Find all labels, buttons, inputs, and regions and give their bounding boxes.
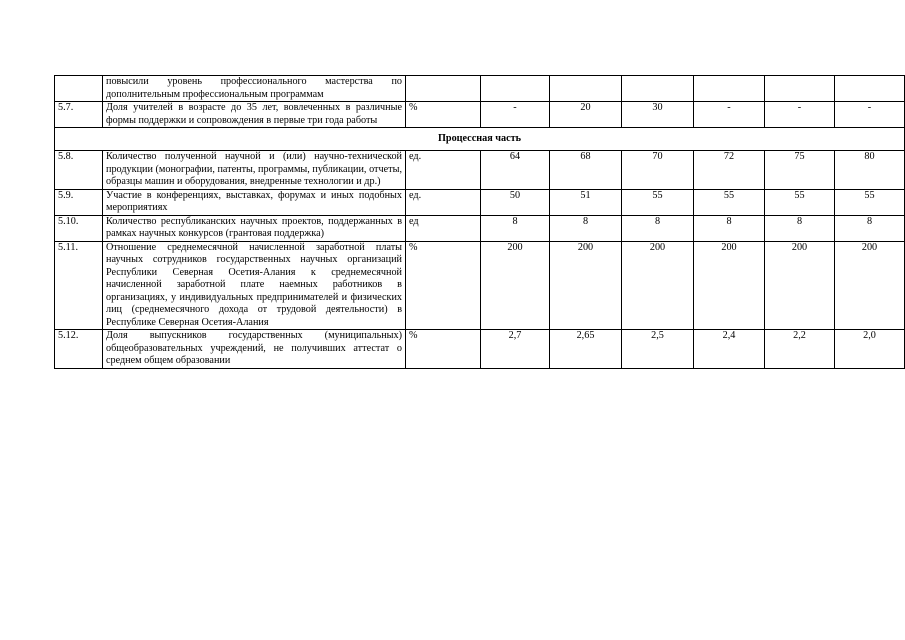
unit-cell: ед.	[406, 189, 481, 215]
unit-cell: ед.	[406, 151, 481, 190]
value-cell: 55	[835, 189, 905, 215]
unit-cell: %	[406, 102, 481, 128]
value-cell: 8	[622, 215, 694, 241]
value-cell: 30	[622, 102, 694, 128]
value-cell: 55	[765, 189, 835, 215]
indicator-description: Участие в конференциях, выставках, форумах и иных подобных мероприятиях	[103, 189, 406, 215]
row-number: 5.7.	[55, 102, 103, 128]
value-cell: 72	[694, 151, 765, 190]
value-cell: -	[694, 102, 765, 128]
value-cell: 2,7	[481, 330, 550, 369]
value-cell: 51	[550, 189, 622, 215]
value-cell	[622, 76, 694, 102]
table-row	[55, 102, 905, 128]
unit-cell: %	[406, 241, 481, 330]
value-cell: 8	[694, 215, 765, 241]
value-cell: -	[481, 102, 550, 128]
table-row	[55, 151, 905, 190]
value-cell: 2,0	[835, 330, 905, 369]
value-cell: 2,65	[550, 330, 622, 369]
value-cell	[694, 76, 765, 102]
value-cell	[835, 76, 905, 102]
row-number: 5.11.	[55, 241, 103, 330]
table-row	[55, 215, 905, 241]
value-cell: 70	[622, 151, 694, 190]
table-row	[55, 76, 905, 102]
value-cell: -	[835, 102, 905, 128]
value-cell	[765, 76, 835, 102]
unit-cell: %	[406, 330, 481, 369]
section-title: Процессная часть	[55, 128, 905, 151]
value-cell: 55	[622, 189, 694, 215]
indicators-table	[54, 75, 905, 369]
table-body	[55, 76, 905, 369]
indicator-description: Доля выпускников государственных (муниципальных) общеобразовательных учреждений, не получивших аттестат о среднем общем образовании	[103, 330, 406, 369]
value-cell: 8	[765, 215, 835, 241]
value-cell: 75	[765, 151, 835, 190]
row-number: 5.10.	[55, 215, 103, 241]
value-cell: 50	[481, 189, 550, 215]
value-cell: 20	[550, 102, 622, 128]
table-row	[55, 189, 905, 215]
row-number: 5.9.	[55, 189, 103, 215]
indicator-description: Отношение среднемесячной начисленной заработной платы научных сотрудников государственных научных организаций Республики Северная Осетия-Алания к среднемесячной начисленной заработной плате наемных работников в организациях, у индивидуальных предпринимателей и физических лиц (среднемесячного дохода от трудовой деятельности) в Республике Северная Осетия-Алания	[103, 241, 406, 330]
value-cell: 8	[550, 215, 622, 241]
unit-cell	[406, 76, 481, 102]
value-cell: 200	[481, 241, 550, 330]
indicator-description: Количество полученной научной и (или) научно-технической продукции (монографии, патенты, программы, публикации, отчеты, образцы машин и оборудования, внедренные технологии и др.)	[103, 151, 406, 190]
value-cell: 200	[765, 241, 835, 330]
value-cell: 80	[835, 151, 905, 190]
value-cell: 64	[481, 151, 550, 190]
value-cell: 2,2	[765, 330, 835, 369]
unit-cell: ед	[406, 215, 481, 241]
table-row	[55, 330, 905, 369]
value-cell: 8	[835, 215, 905, 241]
indicator-description: Количество республиканских научных проектов, поддержанных в рамках научных конкурсов (грантовая поддержка)	[103, 215, 406, 241]
value-cell: 68	[550, 151, 622, 190]
value-cell: 200	[835, 241, 905, 330]
table-row	[55, 241, 905, 330]
value-cell: 200	[622, 241, 694, 330]
value-cell	[481, 76, 550, 102]
value-cell: 2,5	[622, 330, 694, 369]
row-number: 5.12.	[55, 330, 103, 369]
value-cell: 2,4	[694, 330, 765, 369]
value-cell: 200	[694, 241, 765, 330]
row-number: 5.8.	[55, 151, 103, 190]
value-cell: -	[765, 102, 835, 128]
value-cell: 8	[481, 215, 550, 241]
value-cell: 55	[694, 189, 765, 215]
indicator-description: Доля учителей в возрасте до 35 лет, вовлеченных в различные формы поддержки и сопровождения в первые три года работы	[103, 102, 406, 128]
value-cell	[550, 76, 622, 102]
value-cell: 200	[550, 241, 622, 330]
section-row	[55, 128, 905, 151]
row-number	[55, 76, 103, 102]
indicator-description: повысили уровень профессионального мастерства по дополнительным профессиональным программам	[103, 76, 406, 102]
